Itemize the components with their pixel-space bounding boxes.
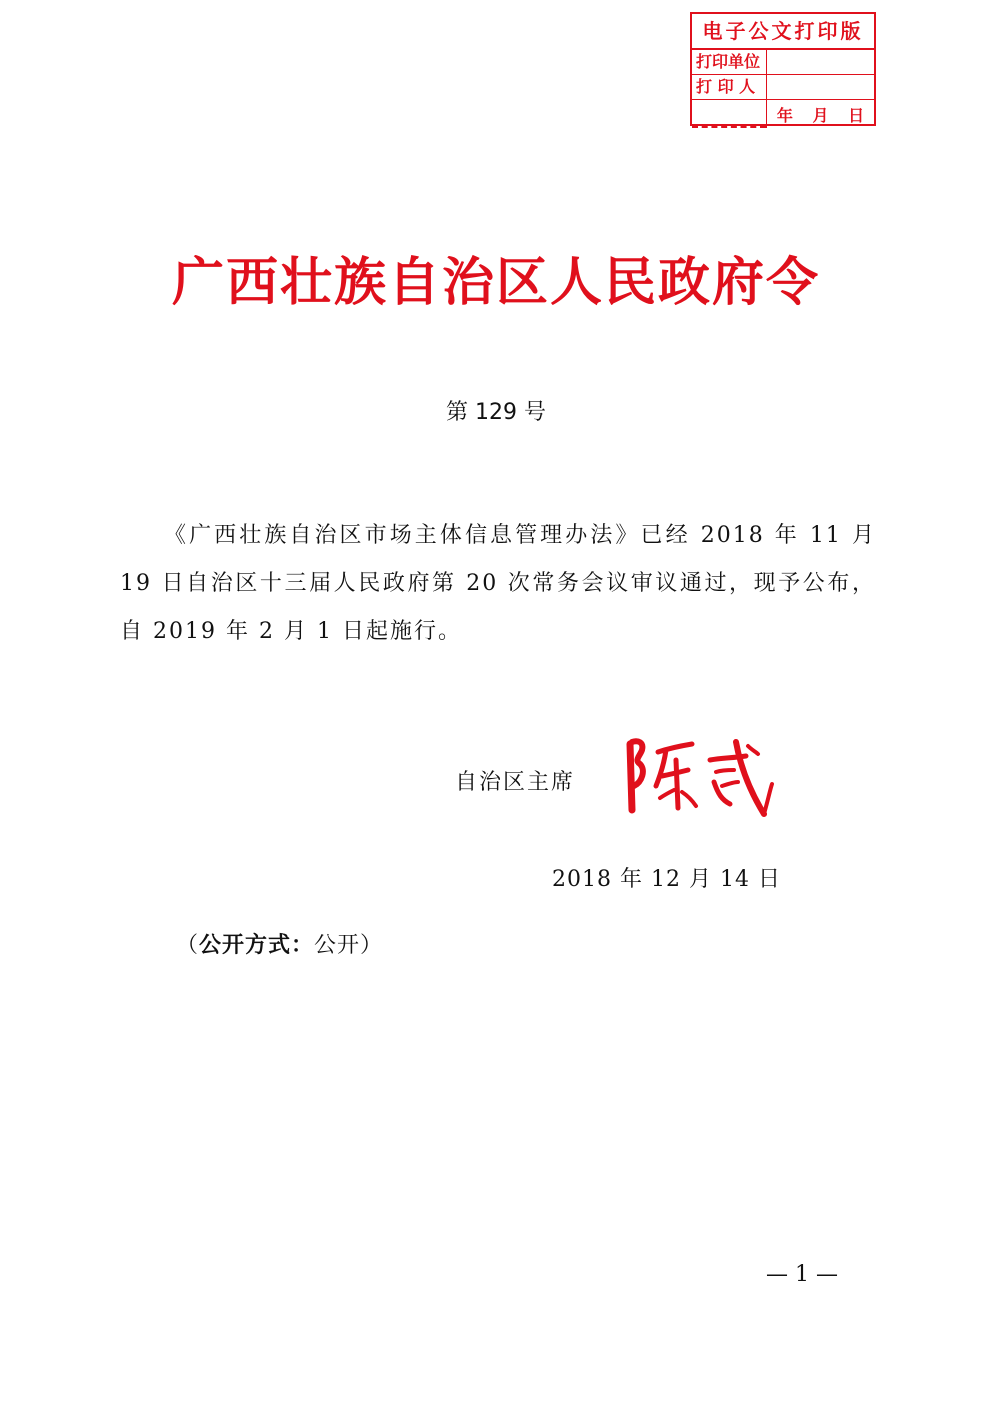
stamp-printer-row [692, 75, 874, 100]
handwritten-signature [618, 730, 788, 825]
issue-date: 2018 年 12 月 14 日 [552, 867, 781, 892]
disclosure-value: 公开 [314, 933, 361, 958]
disclosure-close-paren: ） [360, 933, 384, 958]
stamp-day-label: 日 [848, 105, 865, 125]
document-title: 广西壮族自治区人民政府令 [171, 252, 820, 313]
stamp-year-label: 年 [776, 105, 793, 125]
disclosure-open-paren: （ [176, 933, 200, 958]
stamp-title: 电子公文打印版 [692, 14, 874, 50]
page-number: — 1 — [766, 1262, 838, 1287]
print-stamp [690, 12, 876, 126]
body-paragraph: 《广西壮族自治区市场主体信息管理办法》已经 2018 年 11 月 19 日自治区十三届人民政府第 20 次常务会议审议通过，现予公布，自 2019 年 2 月 1 日起施行。 [120, 523, 876, 644]
disclosure-label: 公开方式： [199, 933, 315, 958]
stamp-unit-row [692, 50, 874, 75]
disclosure-method [176, 928, 383, 959]
signer-title: 自治区主席 [455, 770, 576, 795]
stamp-printer-value [767, 75, 874, 99]
order-number: 第 129 号 [446, 400, 546, 425]
stamp-printer-label: 打 印 人 [692, 75, 767, 99]
stamp-month-label: 月 [812, 105, 829, 125]
stamp-unit-value [767, 50, 874, 74]
stamp-date-spacer [692, 100, 766, 128]
stamp-date-fields [766, 100, 874, 128]
stamp-date-row [692, 100, 874, 128]
stamp-unit-label: 打印单位 [692, 50, 767, 74]
